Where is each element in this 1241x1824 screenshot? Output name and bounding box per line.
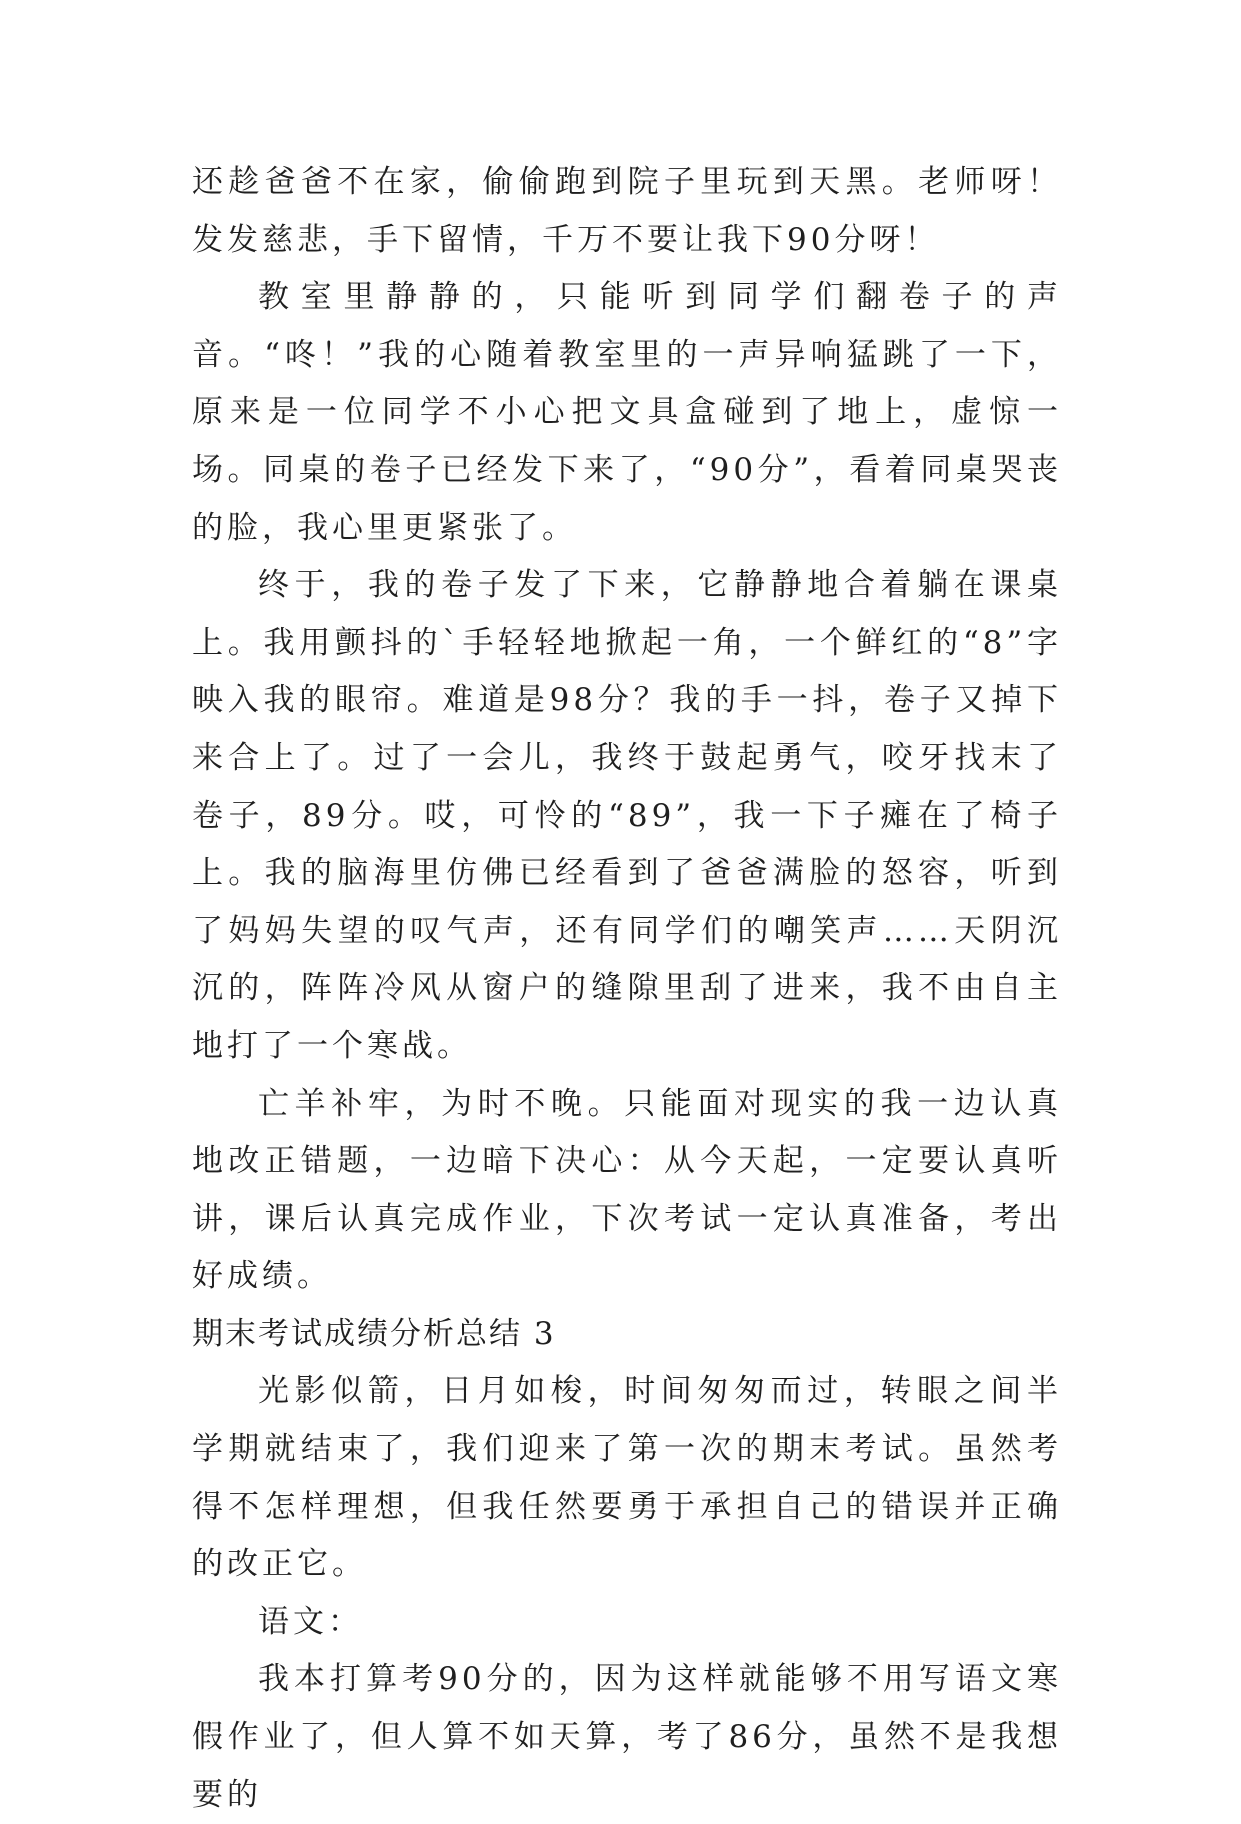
- section-title: 期末考试成绩分析总结 3: [192, 1315, 556, 1352]
- paragraph-4: 亡羊补牢，为时不晚。只能面对现实的我一边认真地改正错题，一边暗下决心：从今天起，一定要认真听讲，课后认真完成作业，下次考试一定认真准备，考出好成绩。: [192, 1085, 1062, 1295]
- section-paragraph-2: 语文：: [258, 1603, 363, 1640]
- paragraph-3: 终于，我的卷子发了下来，它静静地合着躺在课桌上。我用颤抖的`手轻轻地掀起一角，一个鲜红的“8”字映入我的眼帘。难道是98分？我的手一抖，卷子又掉下来合上了。过了一会儿，我终于鼓起勇气，咬牙找末了卷子，89分。哎，可怜的“89”，我一下子瘫在了椅子上。我的脑海里仿佛已经看到了爸爸满脸的怒容，听到了妈妈失望的叹气声，还有同学们的嘲笑声……天阴沉沉的，阵阵冷风从窗户的缝隙里刮了进来，我不由自主地打了一个寒战。: [192, 567, 1062, 1064]
- paragraph-1: 还趁爸爸不在家，偷偷跑到院子里玩到天黑。老师呀！发发慈悲，手下留情，千万不要让我下90分呀！: [192, 164, 1062, 258]
- section-paragraph-1: 光影似箭，日月如梭，时间匆匆而过，转眼之间半学期就结束了，我们迎来了第一次的期末考试。虽然考得不怎样理想，但我任然要勇于承担自己的错误并正确的改正它。: [192, 1373, 1062, 1583]
- section-paragraph-3: 我本打算考90分的，因为这样就能够不用写语文寒假作业了，但人算不如天算，考了86分，虽然不是我想要的: [192, 1661, 1062, 1813]
- paragraph-2: 教室里静静的，只能听到同学们翻卷子的声音。“咚！”我的心随着教室里的一声异响猛跳了一下，原来是一位同学不小心把文具盒碰到了地上，虚惊一场。同桌的卷子已经发下来了，“90分”，看着同桌哭丧的脸，我心里更紧张了。: [192, 279, 1062, 546]
- document-body: [192, 154, 1062, 1824]
